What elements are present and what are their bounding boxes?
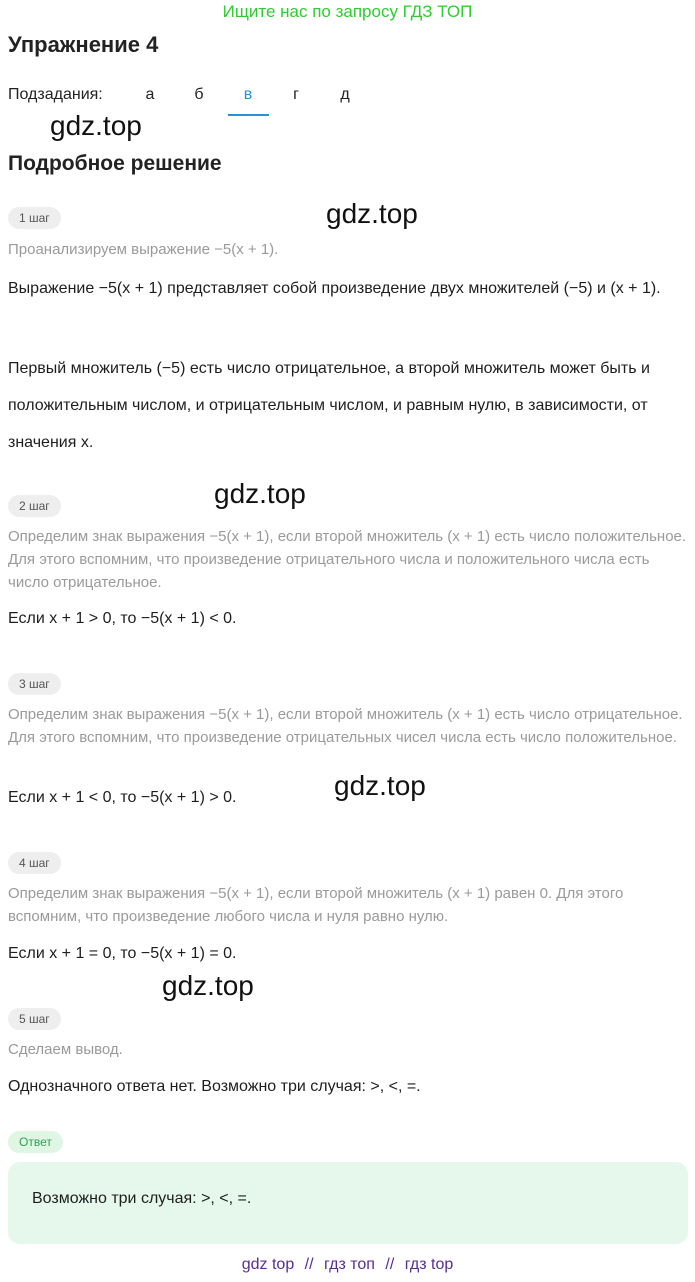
step-text: Первый множитель (−5) есть число отрицательное, а второй множитель может быть и положительным числом, и отрицательным числом, и равным нулю, в зависимости, от значения x. xyxy=(8,360,650,451)
step-text: Если x + 1 = 0, то −5(x + 1) = 0. xyxy=(8,945,237,962)
watermark: gdz.top xyxy=(50,110,142,141)
step-chip: 4 шаг xyxy=(8,852,61,874)
page-title: Упражнение 4 xyxy=(8,32,159,57)
promo-banner[interactable]: Ищите нас по запросу ГДЗ ТОП xyxy=(222,2,473,21)
footer-separator: // xyxy=(304,1256,314,1273)
watermark: gdz.top xyxy=(326,198,418,229)
step-intro: Определим знак выражения −5(x + 1), если второй множитель (x + 1) есть число отрицательное. Для этого вспомним, что произведение отрицательных чисел числа есть число положительное. xyxy=(8,706,683,746)
step-intro: Определим знак выражения −5(x + 1), если второй множитель (x + 1) равен 0. Для этого вспомним, что произведение любого числа и нуля равно нулю. xyxy=(8,885,624,925)
step-text: Если x + 1 > 0, то −5(x + 1) < 0. xyxy=(8,610,237,627)
step-chip: 1 шаг xyxy=(8,207,61,229)
footer-link[interactable]: gdz top xyxy=(241,1256,295,1273)
subtasks-label: Подзадания: xyxy=(8,86,103,103)
footer-links xyxy=(0,1256,695,1274)
tab-d[interactable]: д xyxy=(340,86,350,103)
step-text: Если x + 1 < 0, то −5(x + 1) > 0. xyxy=(8,789,237,806)
footer-link[interactable]: гдз top xyxy=(404,1256,454,1273)
footer-separator: // xyxy=(385,1256,395,1273)
step-intro: Проанализируем выражение −5(x + 1). xyxy=(8,241,279,258)
tab-v[interactable]: в xyxy=(243,86,253,103)
tab-b[interactable]: б xyxy=(194,86,204,103)
watermark: gdz.top xyxy=(214,478,306,509)
answer-text: Возможно три случая: >, <, =. xyxy=(32,1190,252,1207)
section-title: Подробное решение xyxy=(8,152,222,175)
watermark: gdz.top xyxy=(162,970,254,1001)
step-chip: 3 шаг xyxy=(8,673,61,695)
footer-link[interactable]: гдз топ xyxy=(324,1256,375,1273)
step-text: Выражение −5(x + 1) представляет собой произведение двух множителей (−5) и (x + 1). xyxy=(8,280,661,297)
tab-g[interactable]: г xyxy=(293,86,299,103)
step-intro: Определим знак выражения −5(x + 1), если второй множитель (x + 1) есть число положительное. Для этого вспомним, что произведение отрицательного числа и положительного числа есть число отрицательное. xyxy=(8,528,687,591)
answer-chip: Ответ xyxy=(8,1131,63,1153)
tab-a[interactable]: а xyxy=(145,86,155,103)
step-chip: 5 шаг xyxy=(8,1008,61,1030)
step-chip: 2 шаг xyxy=(8,495,61,517)
step-intro: Сделаем вывод. xyxy=(8,1041,123,1058)
active-tab-indicator xyxy=(228,114,269,116)
step-text: Однозначного ответа нет. Возможно три случая: >, <, =. xyxy=(8,1078,421,1095)
watermark: gdz.top xyxy=(334,770,426,801)
